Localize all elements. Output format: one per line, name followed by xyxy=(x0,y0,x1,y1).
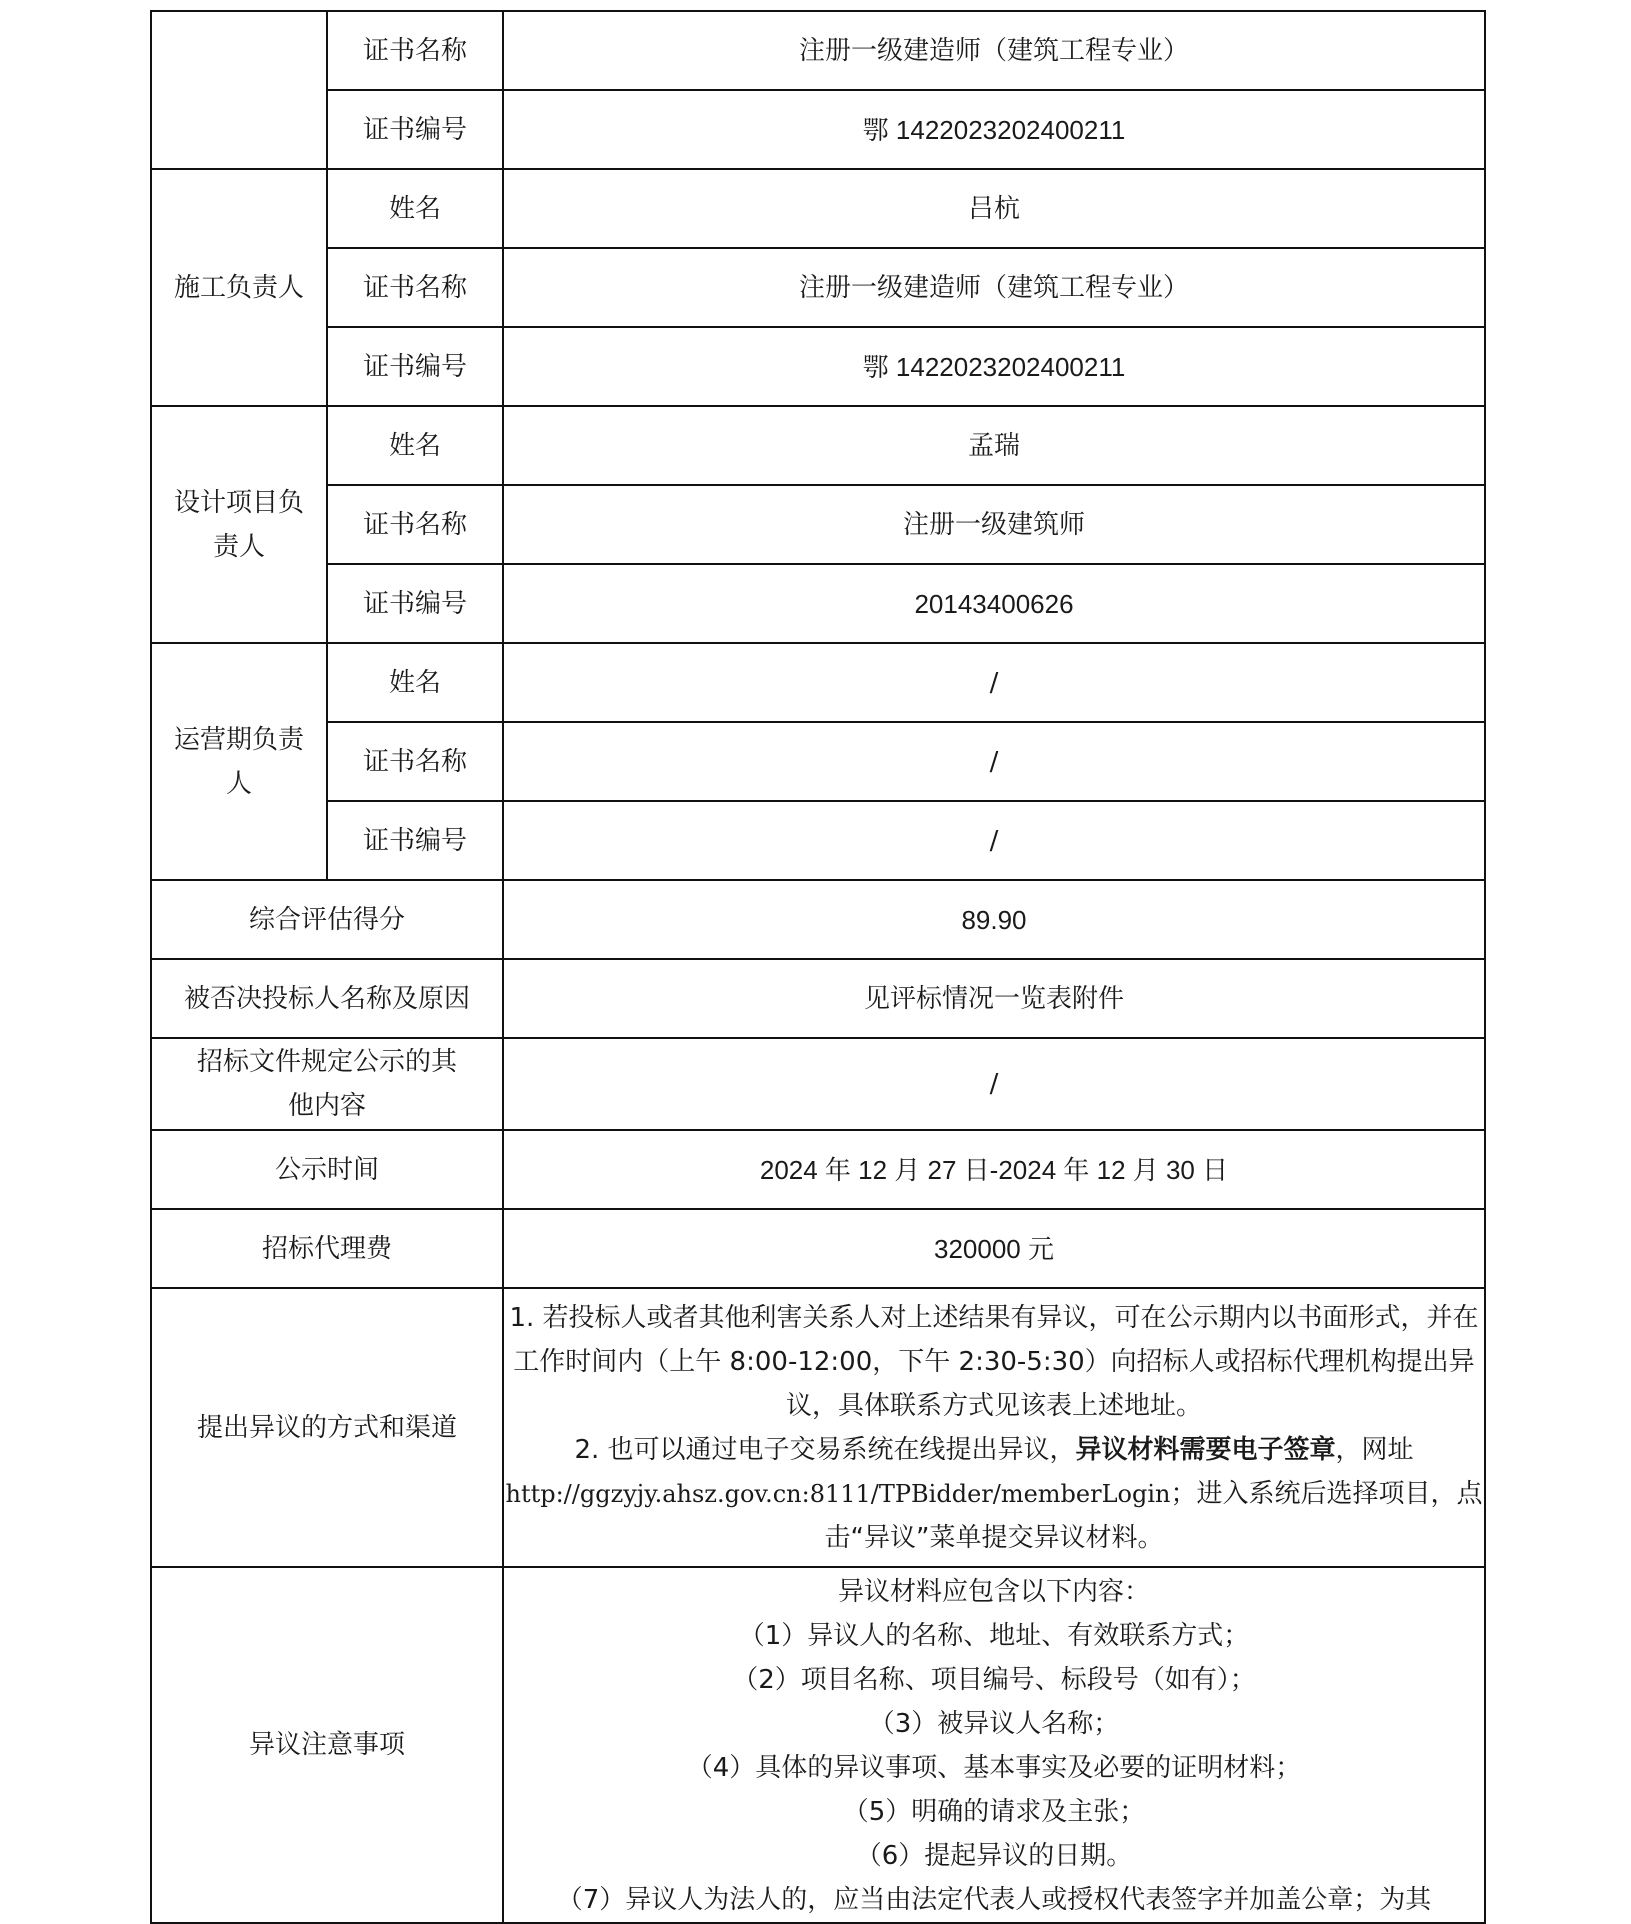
objection-paragraph-1: 1. 若投标人或者其他利害关系人对上述结果有异议，可在公示期内以书面形式，并在工作时间内（上午 8:00-12:00，下午 2:30-5:30）向招标人或招标代理机构提出异议，具体联系方式见该表上述地址。 xyxy=(509,1302,1479,1421)
other-content-value: / xyxy=(503,1038,1485,1130)
table-row xyxy=(151,564,1485,643)
objection-p2-text-c: ；进入系统后选择项目，点击“异议”菜单提交异议材料。 xyxy=(824,1478,1483,1553)
table-row xyxy=(151,327,1485,406)
list-item: （1）异议人的名称、地址、有效联系方式； xyxy=(738,1621,1250,1651)
objection-channel-label: 提出异议的方式和渠道 xyxy=(151,1288,503,1567)
field-value: 鄂 1422023202400211 xyxy=(503,90,1485,169)
field-label: 姓名 xyxy=(327,406,503,485)
table-row xyxy=(151,248,1485,327)
objection-p2-text: 2. 也可以通过电子交易系统在线提出异议， xyxy=(574,1434,1076,1465)
group-label-operation: 运营期负责人 xyxy=(151,643,327,880)
table-row xyxy=(151,801,1485,880)
field-label: 证书名称 xyxy=(327,248,503,327)
field-label: 证书编号 xyxy=(327,327,503,406)
objection-p2-text-b: ，网址 xyxy=(1335,1434,1414,1465)
field-label: 证书编号 xyxy=(327,801,503,880)
table-row xyxy=(151,485,1485,564)
field-label: 证书编号 xyxy=(327,564,503,643)
objection-notes-intro: 异议材料应包含以下内容： xyxy=(837,1577,1150,1607)
table-row xyxy=(151,959,1485,1038)
table-row xyxy=(151,643,1485,722)
other-content-label: 招标文件规定公示的其他内容 xyxy=(151,1038,503,1130)
field-label: 姓名 xyxy=(327,643,503,722)
table-row xyxy=(151,1130,1485,1209)
field-value: / xyxy=(503,801,1485,880)
table-row xyxy=(151,1209,1485,1288)
list-item: （6）提起异议的日期。 xyxy=(855,1841,1133,1871)
table-row xyxy=(151,880,1485,959)
field-value: 20143400626 xyxy=(503,564,1485,643)
table-row xyxy=(151,11,1485,90)
field-value: 吕杭 xyxy=(503,169,1485,248)
rejected-value: 见评标情况一览表附件 xyxy=(503,959,1485,1038)
agency-fee-value: 320000 元 xyxy=(503,1209,1485,1288)
score-value: 89.90 xyxy=(503,880,1485,959)
objection-notes-content xyxy=(503,1567,1485,1923)
list-item: （2）项目名称、项目编号、标段号（如有）； xyxy=(732,1665,1256,1695)
field-value: 注册一级建造师（建筑工程专业） xyxy=(503,248,1485,327)
group-label-design: 设计项目负责人 xyxy=(151,406,327,643)
score-label: 综合评估得分 xyxy=(151,880,503,959)
field-value: 鄂 1422023202400211 xyxy=(503,327,1485,406)
list-item: （3）被异议人名称； xyxy=(868,1709,1120,1739)
table-row xyxy=(151,406,1485,485)
field-value: 注册一级建造师（建筑工程专业） xyxy=(503,11,1485,90)
table-row xyxy=(151,722,1485,801)
list-item: （7）异议人为法人的，应当由法定代表人或授权代表签字并加盖公章；为其 xyxy=(556,1885,1432,1915)
field-value: / xyxy=(503,643,1485,722)
rejected-label: 被否决投标人名称及原因 xyxy=(151,959,503,1038)
table-row xyxy=(151,1567,1485,1923)
field-label: 姓名 xyxy=(327,169,503,248)
table-row xyxy=(151,90,1485,169)
objection-channel-content xyxy=(503,1288,1485,1567)
objection-p2-bold: 异议材料需要电子签章 xyxy=(1075,1434,1336,1465)
list-item: （4）具体的异议事项、基本事实及必要的证明材料； xyxy=(686,1753,1302,1783)
field-value: / xyxy=(503,722,1485,801)
objection-notes-label: 异议注意事项 xyxy=(151,1567,503,1923)
field-label: 证书名称 xyxy=(327,485,503,564)
list-item: （5）明确的请求及主张； xyxy=(842,1797,1146,1827)
table-row xyxy=(151,169,1485,248)
group-label-construction: 施工负责人 xyxy=(151,169,327,406)
field-value: 孟瑞 xyxy=(503,406,1485,485)
period-value: 2024 年 12 月 27 日-2024 年 12 月 30 日 xyxy=(503,1130,1485,1209)
field-label: 证书编号 xyxy=(327,90,503,169)
field-value: 注册一级建筑师 xyxy=(503,485,1485,564)
field-label: 证书名称 xyxy=(327,722,503,801)
result-publicity-table xyxy=(150,10,1486,1924)
table-row xyxy=(151,1288,1485,1567)
field-label: 证书名称 xyxy=(327,11,503,90)
period-label: 公示时间 xyxy=(151,1130,503,1209)
group-label-cell xyxy=(151,11,327,169)
table-row xyxy=(151,1038,1485,1130)
objection-url-link[interactable]: http://ggzyjy.ahsz.gov.cn:8111/TPBidder/memberLogin xyxy=(505,1479,1171,1508)
agency-fee-label: 招标代理费 xyxy=(151,1209,503,1288)
objection-paragraph-2 xyxy=(504,1428,1484,1560)
